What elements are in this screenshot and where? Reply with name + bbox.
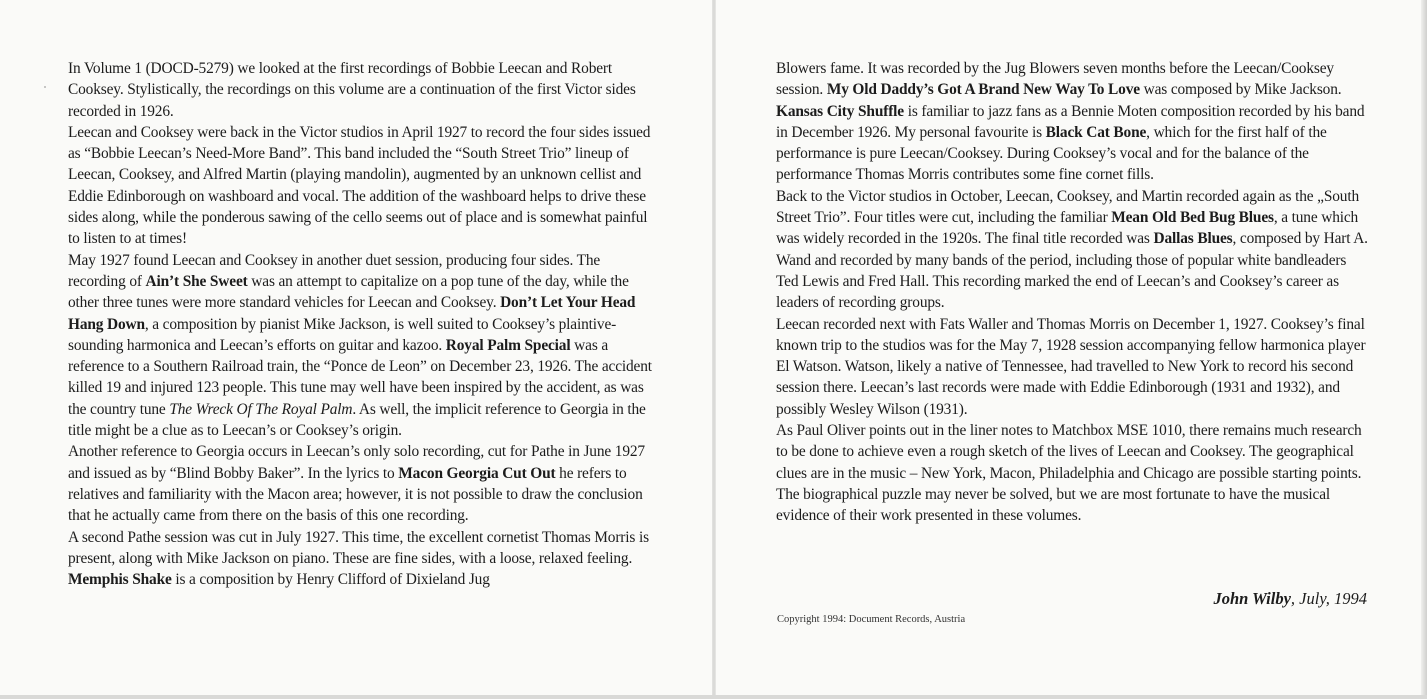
text-run: As Paul Oliver points out in the liner notes to Matchbox MSE 1010, there remains much research to be done to achieve even a rough sketch of the lives of Leecan and Cooksey. The geographical clues are in the music – New York, Macon, Philadelphia and Chicago are possible starting points. The biographical puzzle may never be solved, but we are most fortunate to have the musical evidence of their work presented in these volumes. <box>776 422 1362 525</box>
paragraph <box>68 122 656 250</box>
text-run: May 1927 found Leecan and Cooksey in another duet session, producing four sides. The recording of <box>68 251 601 290</box>
page-bottom-edge <box>0 695 1427 699</box>
song-title: My Old Daddy’s Got A Brand New Way To Love <box>826 81 1140 99</box>
paragraph <box>68 441 656 526</box>
text-run: Another reference to Georgia occurs in Leecan’s only solo recording, cut for Pathe in June 1927 and issued as by “Blind Bobby Baker”. In the lyrics to <box>68 443 645 482</box>
paper-speck <box>44 86 46 88</box>
paragraph <box>68 527 656 591</box>
right-page-text <box>776 58 1368 527</box>
right-page <box>716 0 1427 699</box>
text-run: Leecan recorded next with Fats Waller and Thomas Morris on December 1, 1927. Cooksey’s final known trip to the studios was for the May 7, 1928 session accompanying fellow harmonica player El Watson. Watson, likely a native of Tennessee, had travelled to New York to record his second session there. Leecan’s last records were made with Eddie Edinborough (1931 and 1932), and possibly Wesley Wilson (1931). <box>776 315 1366 418</box>
paragraph <box>776 58 1368 186</box>
text-run: he refers to relatives and familiarity with the Macon area; however, it is not possible to draw the conclusion that he actually came from there on the basis of this one recording. <box>68 464 643 525</box>
text-run: . As well, the implicit reference to Georgia in the title might be a clue as to Leecan’s or Cooksey’s origin. <box>68 400 646 440</box>
song-title: Kansas City Shuffle <box>776 102 904 120</box>
song-title: Macon Georgia Cut Out <box>398 464 556 482</box>
song-title: Ain’t She Sweet <box>145 272 248 290</box>
signature-date: , July, 1994 <box>1290 589 1367 608</box>
song-title: Don’t Let Your Head Hang Down <box>68 294 636 333</box>
text-run: Leecan and Cooksey were back in the Victor studios in April 1927 to record the four sides issued as “Bobbie Leecan’s Need-More Band”. This band included the “South Street Trio” lineup of Leecan, Cooksey, and Alfred Martin (playing mandolin), augmented by an unknown cellist and Eddie Edinborough on washboard and vocal. The addition of the washboard helps to drive these sides along, while the ponderous sawing of the cello seems out of place and is somewhat painful to listen to at times! <box>68 123 651 248</box>
song-title: Mean Old Bed Bug Blues <box>1111 209 1274 227</box>
paragraph <box>68 250 656 442</box>
copyright-notice: Copyright 1994: Document Records, Austria <box>777 614 966 625</box>
song-title: Memphis Shake <box>68 571 172 589</box>
text-run: A second Pathe session was cut in July 1927. This time, the excellent cornetist Thomas Morris is present, along with Mike Jackson on piano. These are fine sides, with a loose, relaxed feeling. <box>68 528 649 567</box>
text-run: , a tune which was widely recorded in the 1920s. The final title recorded was <box>776 209 1359 248</box>
text-run: was an attempt to capitalize on a pop tune of the day, while the other three tunes were more standard vehicles for Leecan and Cooksey. <box>68 272 629 312</box>
paragraph <box>68 58 656 122</box>
text-run: was a reference to a Southern Railroad train, the “Ponce de Leon” on December 23, 1926. The accident killed 19 and injured 123 people. This tune may well have been inspired by the accident, as was the country tune <box>68 336 652 418</box>
song-title: Dallas Blues <box>1153 230 1233 248</box>
signature-author: John Wilby <box>1213 589 1291 608</box>
italic-title: The Wreck Of The Royal Palm <box>169 400 353 418</box>
text-run: is familiar to jazz fans as a Bennie Moten composition recorded by his band in December 1926. My personal favourite is <box>776 102 1365 141</box>
paragraph <box>776 314 1368 420</box>
text-run: In Volume 1 (DOCD-5279) we looked at the first recordings of Bobbie Leecan and Robert Cooksey. Stylistically, the recordings on this volume are a continuation of the first Victor sides recorded in 1926. <box>68 60 636 120</box>
text-run: , composed by Hart A. Wand and recorded by many bands of the period, including those of popular white bandleaders Ted Lewis and Fred Hall. This recording marked the end of Leecan’s and Cooksey’s career as leaders of recording groups. <box>776 230 1368 312</box>
text-run: is a composition by Henry Clifford of Dixieland Jug <box>171 571 490 589</box>
text-run: , which for the first half of the performance is pure Leecan/Cooksey. During Cooksey’s vocal and for the balance of the performance Thomas Morris contributes some fine cornet fills. <box>776 123 1327 184</box>
text-run: , a composition by pianist Mike Jackson, is well suited to Cooksey’s plaintive-sounding harmonica and Leecan’s efforts on guitar and kazoo. <box>68 315 617 354</box>
text-run: Back to the Victor studios in October, Leecan, Cooksey, and Martin recorded again as the „South Street Trio”. Four titles were cut, including the familiar <box>776 187 1359 227</box>
left-page <box>0 0 712 699</box>
text-run: Blowers fame. It was recorded by the Jug Blowers seven months before the Leecan/Cooksey session. <box>776 60 1334 99</box>
paragraph <box>776 186 1368 314</box>
song-title: Black Cat Bone <box>1045 123 1147 141</box>
page-edge-shadow <box>1421 0 1427 699</box>
text-run: was composed by Mike Jackson. <box>1139 81 1342 99</box>
song-title: Royal Palm Special <box>445 336 571 354</box>
paragraph <box>776 420 1368 526</box>
signature <box>1213 589 1367 609</box>
left-page-text <box>68 58 656 590</box>
